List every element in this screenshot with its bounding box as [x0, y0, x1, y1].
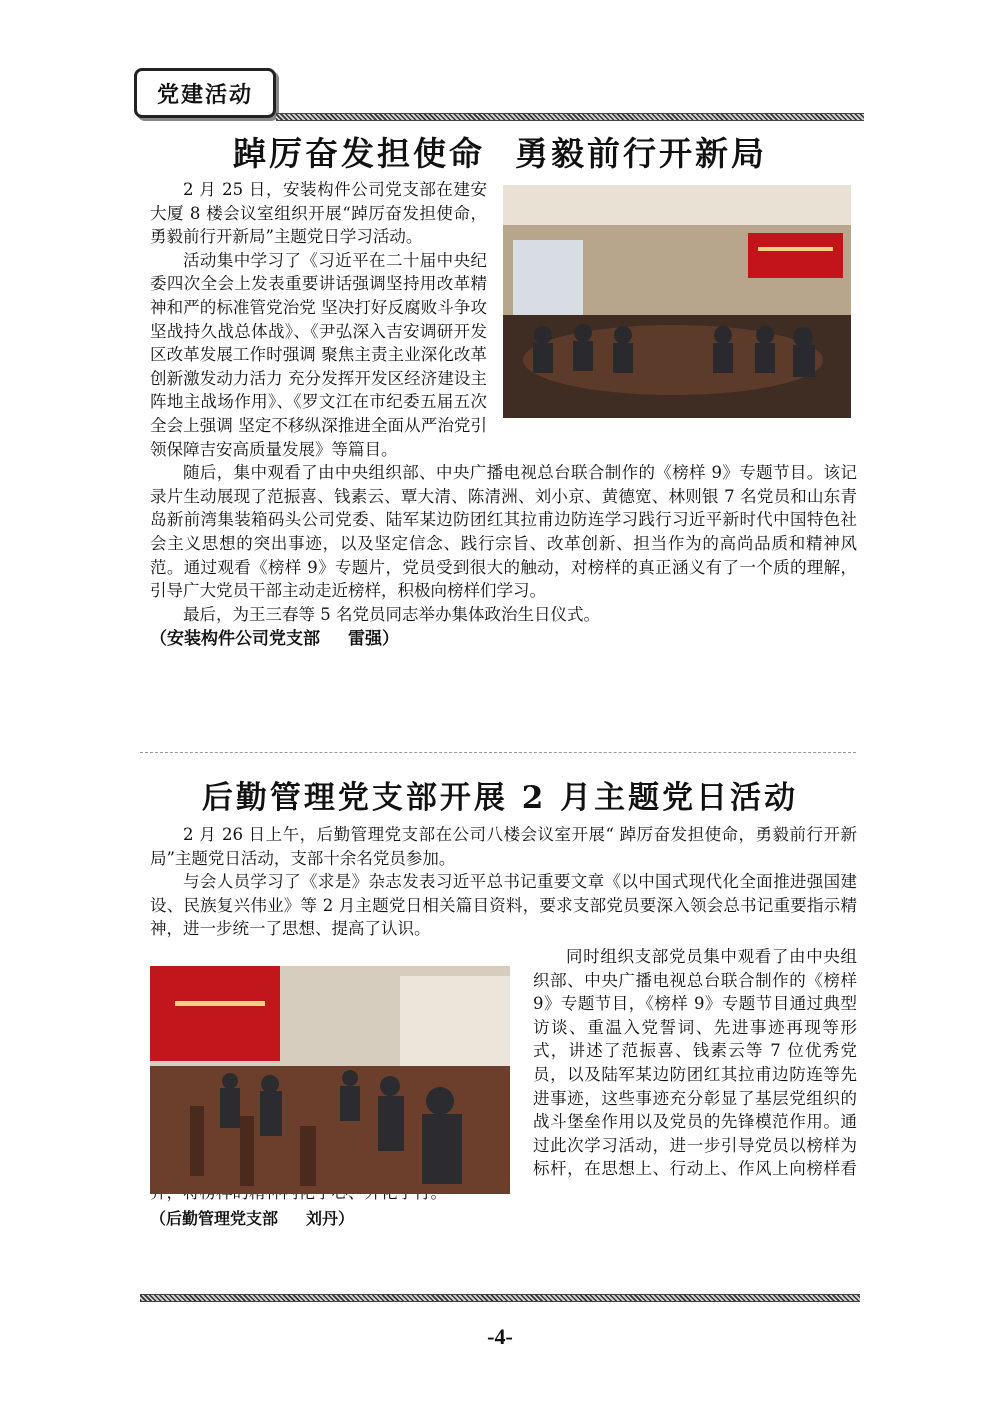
- article1-paragraph: 随后，集中观看了由中央组织部、中央广播电视总台联合制作的《榜样 9》专题节目。该记录片生动展现了范振喜、钱素云、覃大清、陈清洲、刘小京、黄德宽、林则银 7 名党员和山东青岛新前湾集装箱码头公司党委、陆军某边防团红其拉甫边防连学习践行习近平新时代中国特色社会主义思想的突出事迹，以及坚定信念、践行宗旨、改革创新、担当作为的高尚品质和精神风范。通过观看《榜样 9》专题片，党员受到很大的触动，对榜样的真正涵义有了一个质的理解，引导广大党员干部主动走近榜样，积极向榜样们学习。: [150, 463, 857, 601]
- section-tab: 党建活动: [134, 68, 276, 118]
- header-rule: [276, 113, 864, 121]
- page-number: -4-: [487, 1324, 513, 1349]
- article2-title: 后勤管理党支部开展 2 月主题党日活动: [201, 780, 799, 816]
- article2-meeting-photo: [150, 966, 510, 1194]
- footer-rule: [140, 1294, 860, 1302]
- article1-meeting-photo: [503, 185, 851, 418]
- article1-signature: （安装构件公司党支部 雷强）: [150, 629, 399, 650]
- article2-paragraph: 与会人员学习了《求是》杂志发表习近平总书记重要文章《以中国式现代化全面推进强国建设、民族复兴伟业》等 2 月主题党日相关篇目资料，要求支部党员要深入领会总书记重要指示精神，进一步统一了思想、提高了认识。: [150, 872, 857, 939]
- article2-paragraph: 同时组织支部党员集中观看了由中央组织部、中央广播电视总台联合制作的《榜样 9》专题节目，《榜样 9》专题节目通过典型访谈、重温入党誓词、先进事迹再现等形式，讲述了范振喜、钱素云等 7 位优秀党员，以及陆军某边防团红其拉甫边防连等先进事迹，这些事迹充分彰显了基层党组织的战斗堡垒作用以及党员的先锋模范作用。通过此次学习活动，进一步引导党员以榜样为标杆，在思想上、行动上、作风上向榜样看: [533, 946, 857, 1179]
- article2-paragraph: 2 月 26 日上午，后勤管理党支部在公司八楼会议室开展“ 踔厉奋发担使命，勇毅前行开新局”主题党日活动，支部十余名党员参加。: [150, 825, 857, 868]
- article2-signature: （后勤管理党支部 刘丹）: [150, 1208, 355, 1228]
- article1-paragraph: 2 月 25 日，安装构件公司党支部在建安大厦 8 楼会议室组织开展“踔厉奋发担使命，勇毅前行开新局”主题党日学习活动。: [150, 180, 487, 247]
- article1-paragraph: 最后，为王三春等 5 名党员同志举办集体政治生日仪式。: [183, 604, 600, 624]
- article1-paragraph: 活动集中学习了《习近平在二十届中央纪委四次全会上发表重要讲话强调坚持用改革精神和严的标准管党治党 坚决打好反腐败斗争攻坚战持久战总体战》、《尹弘深入吉安调研开发区改革发展工作时强调 聚焦主责主业深化改革创新激发动力活力 充分发挥开发区经济建设主阵地主战场作用》、《罗文江在市纪委五届五次全会上强调 坚定不移纵深推进全面从严治党引领保障吉安高质量发展》等篇目。: [150, 250, 487, 459]
- article1-title: 踔厉奋发担使命 勇毅前行开新局: [233, 134, 767, 173]
- article-divider: [140, 752, 856, 753]
